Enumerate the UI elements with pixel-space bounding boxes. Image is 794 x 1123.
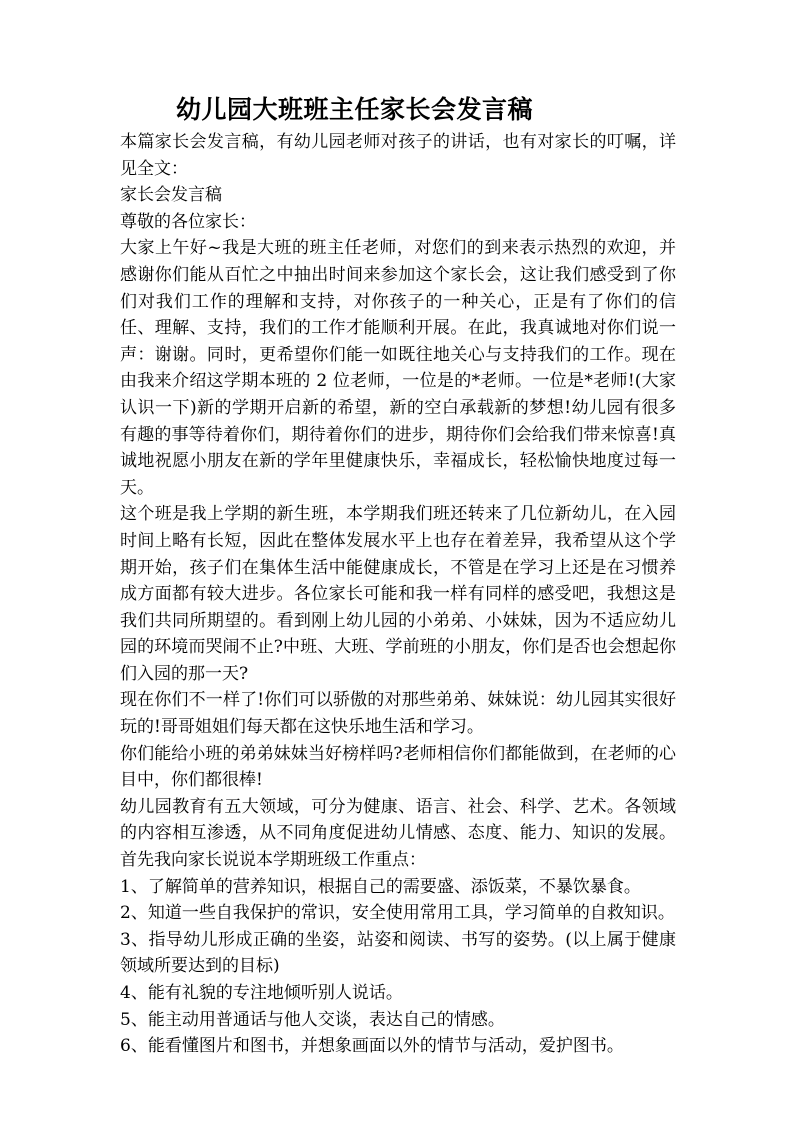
list-item: 6、能看懂图片和图书，并想象画面以外的情节与活动，爱护图书。 [120, 1036, 624, 1057]
body-paragraph: 你们能给小班的弟弟妹妹当好榜样吗?老师相信你们都能做到，在老师的心目中，你们都很棒! [120, 743, 676, 791]
list-item: 3、指导幼儿形成正确的坐姿，站姿和阅读、书写的姿势。(以上属于健康领域所要达到的目标) [120, 929, 676, 977]
section-heading: 家长会发言稿 [120, 185, 222, 206]
document-body [120, 129, 676, 1060]
body-paragraph: 大家上午好~我是大班的班主任老师，对您们的到来表示热烈的欢迎，并感谢你们能从百忙之中抽出时间来参加这个家长会，这让我们感受到了你们对我们工作的理解和支持，对你孩子的一种关心，正是有了你们的信任、理解、支持，我们的工作才能顺利开展。在此，我真诚地对你们说一声：谢谢。同时，更希望你们能一如既往地关心与支持我们的工作。现在由我来介绍这学期本班的 2 位老师，一位是的*老师。一位是*老师!(大家认识一下)新的学期开启新的希望，新的空白承载新的梦想!幼儿园有很多有趣的事等待着你们，期待着你们的进步，期待你们会给我们带来惊喜!真诚地祝愿小朋友在新的学年里健康快乐，幸福成长，轻松愉快地度过每一天。 [120, 238, 676, 498]
body-paragraph: 这个班是我上学期的新生班，本学期我们班还转来了几位新幼儿，在入园时间上略有长短，因此在整体发展水平上也存在着差异，我希望从这个学期开始，孩子们在集体生活中能健康成长，不管是在学习上还是在习惯养成方面都有较大进步。各位家长可能和我一样有同样的感受吧，我想这是我们共同所期望的。看到刚上幼儿园的小弟弟、小妹妹，因为不适应幼儿园的环境而哭闹不止?中班、大班、学前班的小朋友，你们是否也会想起你们入园的那一天? [120, 504, 676, 684]
list-item: 2、知道一些自我保护的常识，安全使用常用工具，学习简单的自救知识。 [120, 903, 675, 924]
list-item: 4、能有礼貌的专注地倾听别人说话。 [120, 983, 403, 1003]
body-paragraph: 幼儿园教育有五大领域，可分为健康、语言、社会、科学、艺术。各领域的内容相互渗透，从不同角度促进幼儿情感、态度、能力、知识的发展。首先我向家长说说本学期班级工作重点： [120, 796, 676, 871]
list-item: 5、能主动用普通话与他人交谈，表达自己的情感。 [120, 1009, 505, 1030]
list-item: 1、了解简单的营养知识，根据自己的需要盛、添饭菜，不暴饮暴食。 [120, 876, 641, 897]
body-paragraph: 现在你们不一样了!你们可以骄傲的对那些弟弟、妹妹说：幼儿园其实很好玩的!哥哥姐姐们每天都在这快乐地生活和学习。 [120, 690, 676, 738]
document-title: 幼儿园大班班主任家长会发言稿 [176, 95, 534, 124]
salutation: 尊敬的各位家长： [120, 211, 256, 232]
intro-paragraph: 本篇家长会发言稿，有幼儿园老师对孩子的讲话，也有对家长的叮嘱，详见全文： [120, 132, 676, 179]
